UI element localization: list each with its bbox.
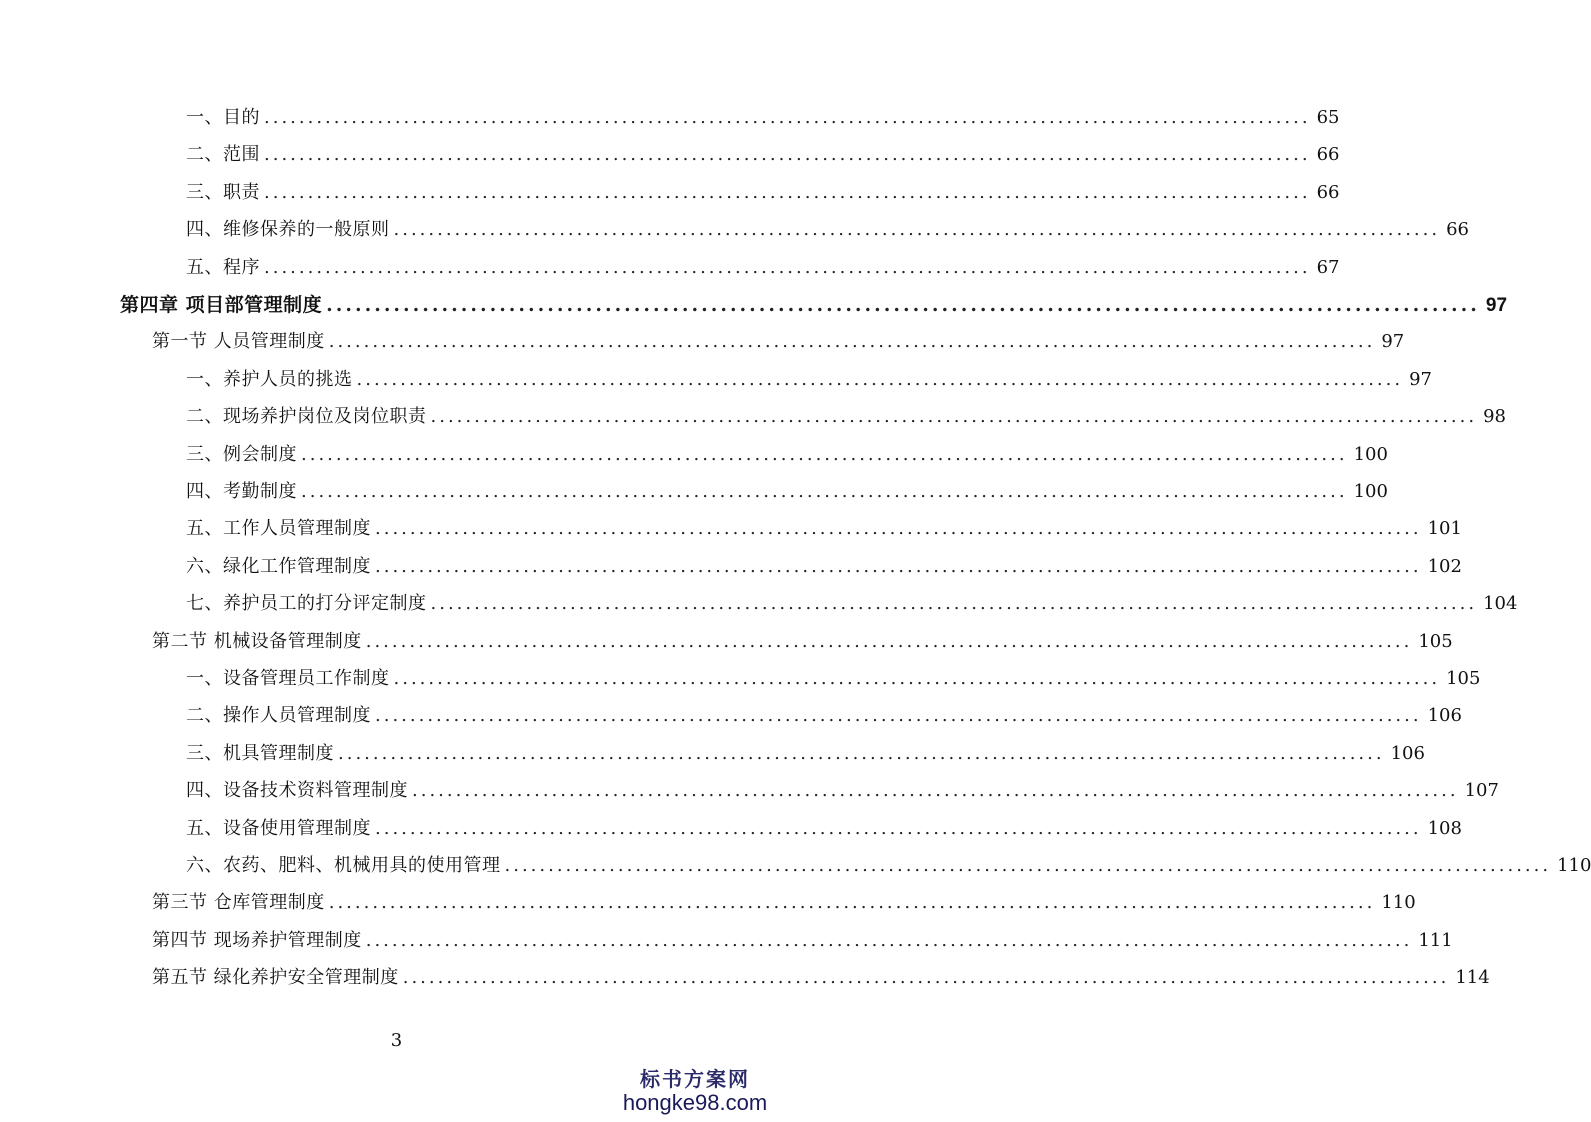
toc-item-row	[186, 218, 1470, 242]
toc-entry-page: 106	[1390, 742, 1425, 764]
toc-entry-title: 五、程序	[186, 256, 260, 278]
toc-entry-page: 110	[1557, 855, 1591, 876]
toc-entry-title: 七、养护员工的打分评定制度	[186, 593, 427, 615]
toc-item-row	[186, 854, 1591, 878]
toc-item-row	[186, 667, 1481, 691]
watermark-url: hongke98.com	[622, 1090, 768, 1115]
toc-entry-title: 三、机具管理制度	[186, 742, 334, 764]
toc-item-row	[186, 592, 1518, 616]
toc-entry-page: 100	[1353, 443, 1388, 465]
toc-entry-page: 105	[1446, 668, 1481, 689]
toc-entry-title: 第四节 现场养护管理制度	[152, 929, 362, 951]
toc-entry-page: 100	[1353, 481, 1388, 502]
toc-dot-leader: ........................................................................................................................	[301, 443, 1348, 465]
toc-item-row	[186, 517, 1462, 541]
toc-entry-page: 98	[1483, 406, 1507, 428]
toc-section-row	[152, 929, 1453, 953]
toc-entry-page: 97	[1485, 295, 1508, 316]
toc-entry-page: 101	[1427, 518, 1462, 540]
toc-entry-title: 第一节 人员管理制度	[152, 331, 325, 353]
toc-dot-leader: ........................................................................................................................	[375, 817, 1422, 839]
toc-entry-page: 108	[1427, 817, 1462, 839]
toc-entry-page: 65	[1316, 107, 1340, 128]
toc-dot-leader: ........................................................................................................................	[264, 256, 1311, 278]
toc-entry-page: 106	[1427, 705, 1462, 727]
toc-item-row	[186, 256, 1340, 280]
toc-entry-title: 五、工作人员管理制度	[186, 518, 371, 540]
toc-item-row	[186, 555, 1462, 579]
toc-entry-title: 四、维修保养的一般原则	[186, 219, 390, 241]
toc-entry-page: 66	[1316, 144, 1340, 166]
toc-dot-leader: ........................................................................................................................	[365, 929, 1413, 951]
toc-entry-title: 第二节 机械设备管理制度	[152, 630, 362, 652]
toc-dot-leader: ........................................................................................................................	[412, 780, 1459, 802]
toc-entry-page: 107	[1464, 780, 1499, 802]
toc-entry-title: 四、考勤制度	[186, 481, 297, 502]
toc-entry-title: 六、农药、肥料、机械用具的使用管理	[186, 855, 501, 876]
toc-dot-leader: ........................................................................................................................	[430, 406, 1478, 428]
toc-item-row	[186, 704, 1462, 728]
toc-section-row	[152, 330, 1405, 354]
page-number: 3	[390, 1030, 403, 1051]
toc-item-row	[186, 405, 1507, 429]
toc-dot-leader: ........................................................................................................................	[504, 855, 1552, 876]
toc-dot-leader: ........................................................................................................................	[393, 668, 1441, 689]
toc-entry-page: 110	[1381, 892, 1416, 914]
toc-dot-leader: ........................................................................................................................	[393, 219, 1441, 241]
toc-dot-leader: ........................................................................................................................	[375, 555, 1422, 577]
toc-entry-title: 三、例会制度	[186, 443, 297, 465]
toc-item-row	[186, 480, 1388, 504]
toc-dot-leader: ........................................................................................................................	[328, 331, 1376, 353]
toc-entry-page: 104	[1483, 593, 1518, 615]
toc-entry-title: 二、现场养护岗位及岗位职责	[186, 406, 427, 428]
toc-entry-title: 一、养护人员的挑选	[186, 368, 353, 390]
toc-entry-title: 一、设备管理员工作制度	[186, 668, 390, 689]
toc-entry-page: 66	[1316, 181, 1340, 203]
toc-item-row	[186, 143, 1340, 167]
toc-entry-title: 六、绿化工作管理制度	[186, 555, 371, 577]
toc-section-row	[152, 891, 1416, 915]
toc-entry-title: 二、操作人员管理制度	[186, 705, 371, 727]
toc-entry-title: 三、职责	[186, 181, 260, 203]
toc-dot-leader: ........................................................................................................................	[264, 144, 1311, 166]
toc-item-row	[186, 181, 1340, 205]
toc-item-row	[186, 742, 1425, 766]
toc-entry-page: 114	[1455, 967, 1490, 989]
toc-item-row	[186, 817, 1462, 841]
toc-entry-page: 67	[1316, 256, 1340, 278]
toc-dot-leader: ........................................................................................................................	[264, 181, 1311, 203]
toc-entry-page: 111	[1418, 929, 1453, 951]
toc-entry-page: 105	[1418, 630, 1453, 652]
toc-dot-leader: ........................................................................................................................	[264, 107, 1311, 128]
toc-entry-title: 五、设备使用管理制度	[186, 817, 371, 839]
toc-dot-leader: ........................................................................................................................	[338, 742, 1385, 764]
toc-item-row	[186, 106, 1340, 130]
toc-entry-title: 二、范围	[186, 144, 260, 166]
toc-dot-leader: ........................................................................................................................	[402, 967, 1450, 989]
toc-entry-page: 97	[1409, 368, 1433, 390]
toc-item-row	[186, 368, 1433, 392]
toc-dot-leader: ........................................................................................................................	[356, 368, 1404, 390]
toc-entry-page: 97	[1381, 331, 1405, 353]
toc-entry-title: 第三节 仓库管理制度	[152, 892, 325, 914]
toc-item-row	[186, 779, 1499, 803]
toc-dot-leader: ........................................................................................................................	[375, 518, 1422, 540]
toc-dot-leader: ........................................................................................................................	[375, 705, 1422, 727]
toc-entry-page: 66	[1446, 219, 1470, 241]
toc-dot-leader: ........................................................................................................................	[365, 630, 1413, 652]
watermark-logo	[611, 1063, 779, 1116]
toc-entry-page: 102	[1427, 555, 1462, 577]
toc-dot-leader: ........................................................................................................................	[326, 294, 1480, 316]
toc-entry-title: 第五节 绿化养护安全管理制度	[152, 967, 399, 989]
toc-dot-leader: ........................................................................................................................	[328, 892, 1376, 914]
toc-entry-title: 四、设备技术资料管理制度	[186, 780, 408, 802]
toc-entry-title: 一、目的	[186, 107, 260, 128]
toc-dot-leader: ........................................................................................................................	[301, 481, 1348, 502]
toc-section-row	[152, 630, 1453, 654]
toc-chapter-row	[120, 293, 1508, 318]
toc-item-row	[186, 443, 1388, 467]
toc-section-row	[152, 966, 1490, 990]
watermark-name: 标书方案网	[640, 1067, 750, 1091]
toc-dot-leader: ........................................................................................................................	[430, 593, 1478, 615]
toc-entry-title: 第四章 项目部管理制度	[120, 294, 323, 316]
